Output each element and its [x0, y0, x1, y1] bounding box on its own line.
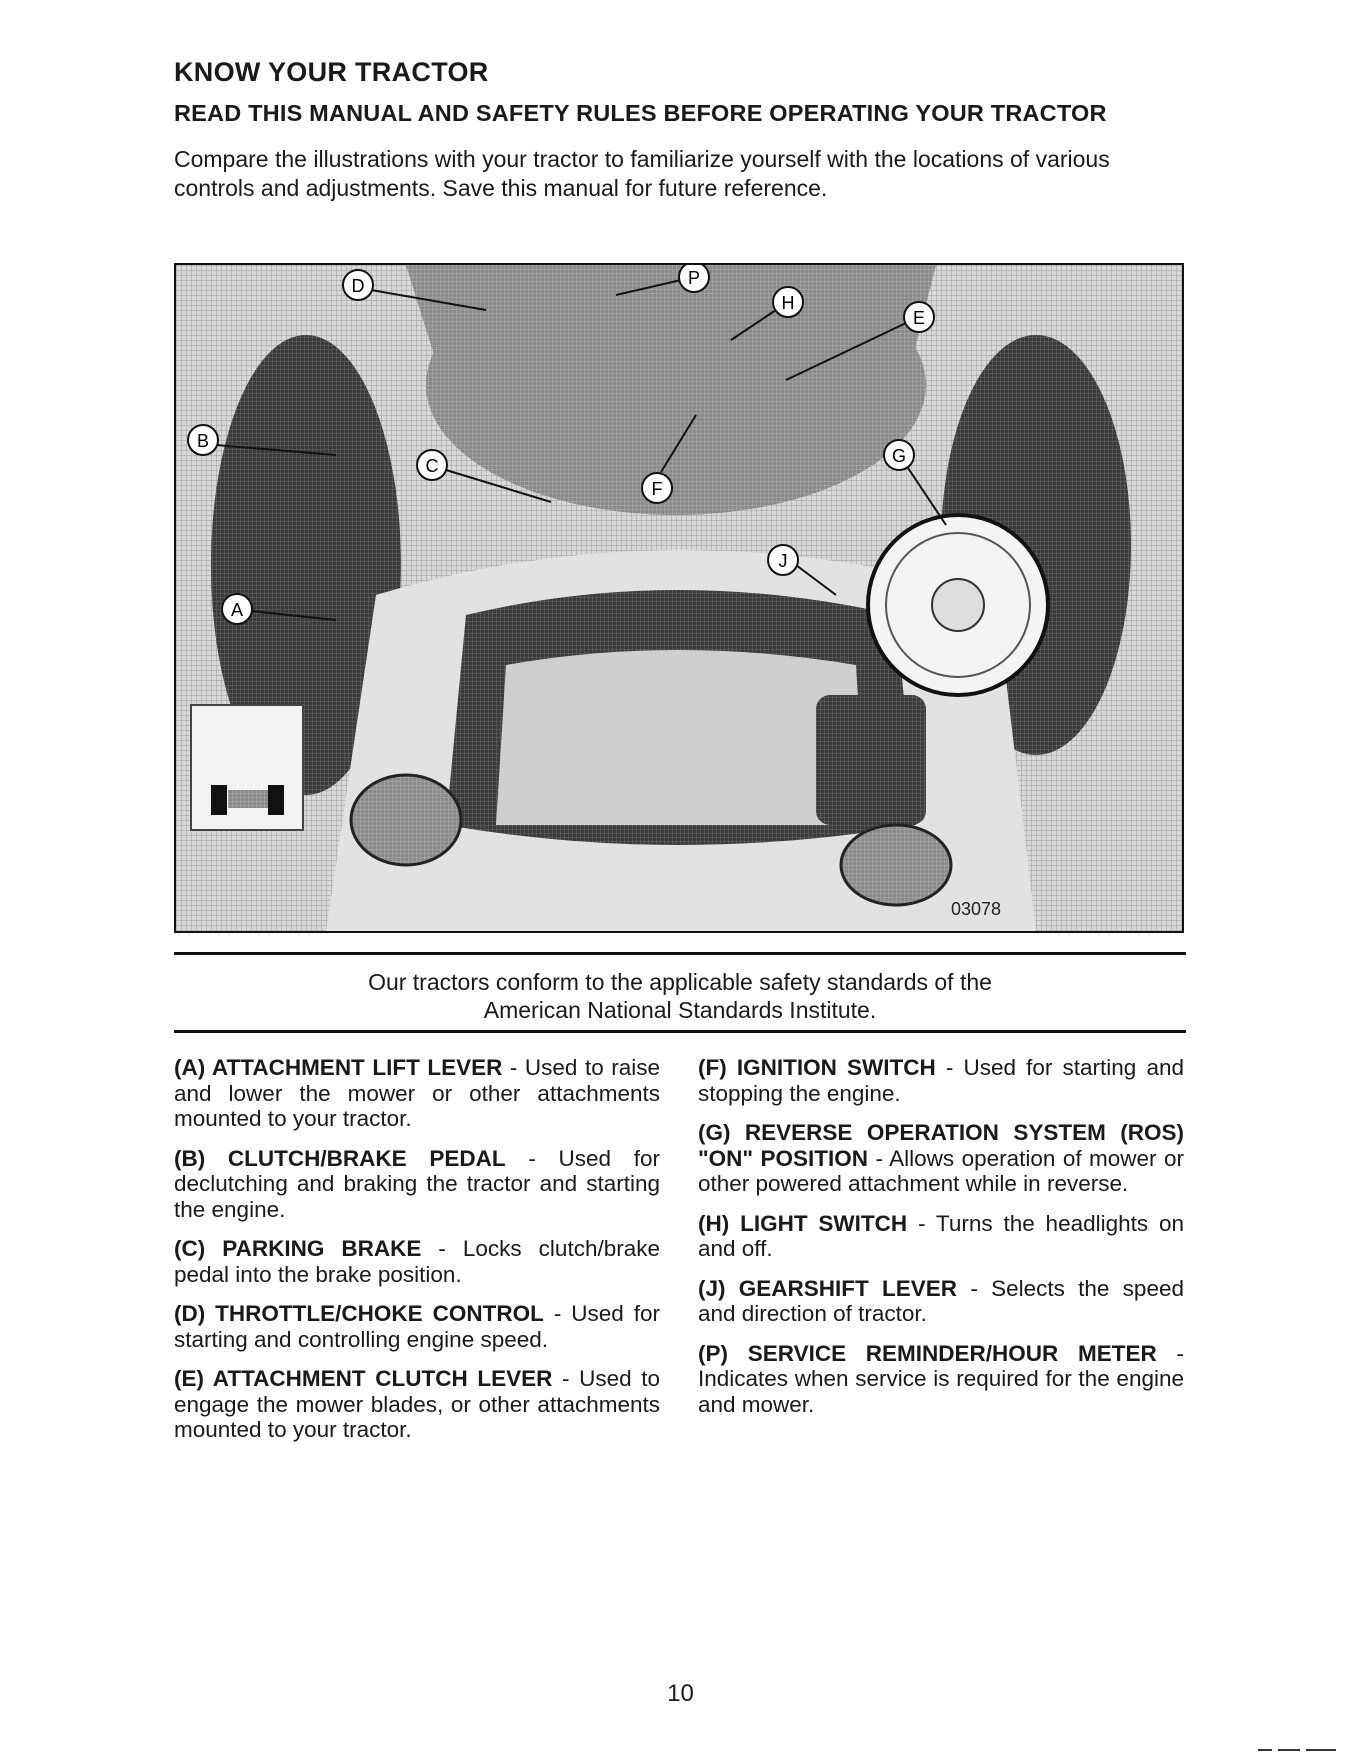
control-reverse-operation-system: (G) REVERSE OPERATION SYSTEM (ROS) "ON" POSITION - Allows operation of mower or other powered attachment while in reverse.	[698, 1120, 1184, 1196]
control-gearshift-lever: (J) GEARSHIFT LEVER - Selects the speed and direction of tractor.	[698, 1275, 1184, 1326]
figure-number: 03078	[951, 899, 1002, 919]
control-attachment-lift-lever: (A) ATTACHMENT LIFT LEVER - Used to raise and lower the mower or other attachments mounted to your tractor.	[174, 1055, 660, 1131]
controls-left-column	[174, 1055, 660, 1457]
right-console	[816, 695, 926, 825]
lift-lever-base	[351, 775, 461, 865]
svg-text:J: J	[778, 551, 788, 571]
tractor-illustration-svg	[176, 265, 1182, 931]
callout-P	[679, 265, 709, 292]
top-divider	[174, 952, 1186, 955]
page-title: KNOW YOUR TRACTOR	[174, 57, 489, 87]
conformity-statement: Our tractors conform to the applicable safety standards of the American National Standards Institute.	[368, 969, 992, 1023]
control-throttle-choke: (D) THROTTLE/CHOKE CONTROL - Used for starting and controlling engine speed.	[174, 1301, 661, 1352]
control-service-reminder: (P) SERVICE REMINDER/HOUR METER - Indicates when service is required for the engine and mower.	[698, 1340, 1184, 1417]
dashboard	[426, 265, 926, 515]
svg-text:D: D	[351, 276, 365, 296]
callout-H	[773, 287, 803, 317]
controls-right-column	[698, 1055, 1184, 1431]
svg-text:P: P	[687, 268, 701, 288]
tractor-controls-illustration	[174, 263, 1184, 933]
callout-F	[642, 473, 672, 503]
callout-E	[904, 302, 934, 332]
control-parking-brake: (C) PARKING BRAKE - Locks clutch/brake pedal into the brake position.	[174, 1236, 660, 1287]
control-attachment-clutch-lever: (E) ATTACHMENT CLUTCH LEVER - Used to engage the mower blades, or other attachments mounted to your tractor.	[174, 1366, 660, 1442]
svg-text:G: G	[891, 446, 907, 466]
svg-text:C: C	[425, 456, 439, 476]
svg-text:H: H	[781, 293, 795, 313]
control-ignition-switch: (F) IGNITION SWITCH - Used for starting and stopping the engine.	[698, 1055, 1184, 1106]
callout-A	[222, 594, 252, 624]
svg-text:E: E	[912, 308, 926, 328]
callout-J	[768, 545, 798, 575]
callout-D	[343, 270, 373, 300]
control-clutch-brake-pedal: (B) CLUTCH/BRAKE PEDAL - Used for declutching and braking the tractor and starting the engine.	[174, 1145, 660, 1222]
control-light-switch: (H) LIGHT SWITCH - Turns the headlights on and off.	[698, 1210, 1185, 1261]
svg-text:B: B	[196, 431, 210, 451]
seat-cushion	[496, 650, 866, 825]
callout-G	[884, 440, 914, 470]
scan-mark	[1306, 1749, 1336, 1751]
callout-C	[417, 450, 447, 480]
callout-B	[188, 425, 218, 455]
scan-mark	[1258, 1749, 1272, 1751]
inset-thumbnail	[191, 705, 303, 830]
safety-heading: READ THIS MANUAL AND SAFETY RULES BEFORE OPERATING YOUR TRACTOR	[174, 100, 1107, 126]
svg-text:A: A	[230, 600, 244, 620]
bottom-divider	[174, 1030, 1186, 1033]
cup-holder	[841, 825, 951, 905]
scan-mark	[1278, 1749, 1300, 1751]
page-number: 10	[667, 1680, 694, 1707]
svg-text:F: F	[651, 479, 663, 499]
intro-paragraph: Compare the illustrations with your tractor to familiarize yourself with the locations of various controls and adjustments. Save this manual for future reference.	[174, 146, 1110, 201]
